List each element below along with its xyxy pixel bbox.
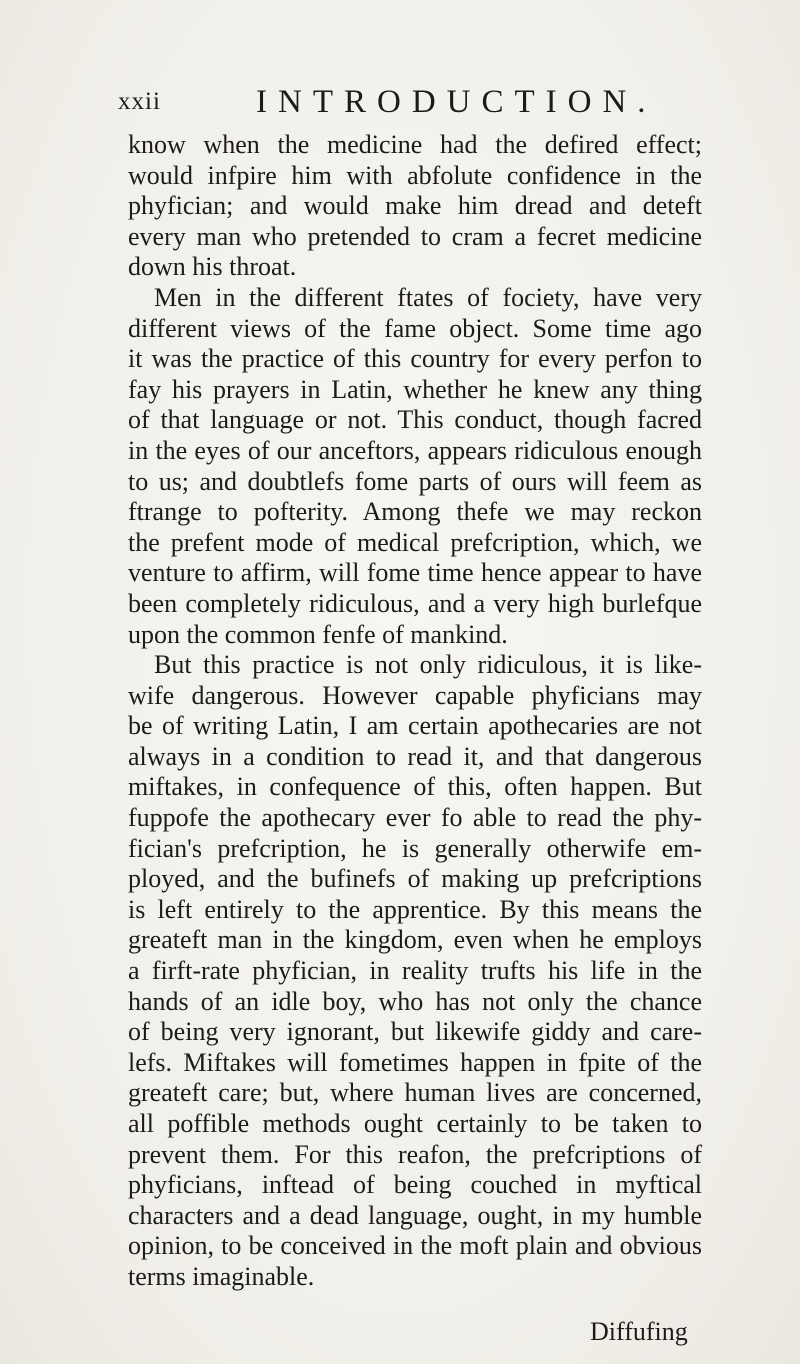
text-line: a firft-rate phyfician, in reality trufts his life in the <box>128 956 702 986</box>
running-title: INTRODUCTION. <box>256 84 657 120</box>
text-line: terms imaginable. <box>128 1261 315 1291</box>
text-line: Men in the different ftates of fociety, have very <box>154 282 702 312</box>
text-line: all poffible methods ought certainly to be taken to <box>128 1109 702 1138</box>
text-line: wife dangerous. However capable phyficians may <box>128 680 702 710</box>
paragraph <box>128 130 702 283</box>
page-header <box>118 84 718 124</box>
text-line: prevent them. For this reafon, the prefcriptions of <box>128 1139 702 1169</box>
text-line: to us; and doubtlefs fome parts of ours will feem as <box>128 466 702 496</box>
text-line: always in a condition to read it, and that dangerous <box>128 741 702 771</box>
text-line: been completely ridiculous, and a very high burlefque <box>128 588 702 618</box>
text-line: characters and a dead language, ought, in my humble <box>128 1200 702 1230</box>
text-line: greateft man in the kingdom, even when he employs <box>128 925 702 955</box>
text-line: different views of the fame object. Some time ago <box>128 313 702 343</box>
text-line: know when the medicine had the defired effect; <box>128 130 702 159</box>
text-line: lefs. Miftakes will fometimes happen in fpite of the <box>128 1047 702 1077</box>
text-line: ployed, and the bufinefs of making up prefcriptions <box>128 864 702 894</box>
text-line: But this practice is not only ridiculous, it is like- <box>154 650 702 680</box>
text-line: venture to affirm, will fome time hence appear to have <box>128 558 702 588</box>
catchword: Diffufing <box>590 1317 688 1346</box>
text-line: it was the practice of this country for every perfon to <box>128 344 702 374</box>
text-line: fuppofe the apothecary ever fo able to read the phy- <box>128 803 702 833</box>
paragraph <box>128 283 702 650</box>
body-text <box>128 130 702 1293</box>
text-line: phyficians, inftead of being couched in myftical <box>128 1170 702 1200</box>
text-line: fay his prayers in Latin, whether he knew any thing <box>128 374 702 404</box>
text-line: miftakes, in confequence of this, often happen. But <box>128 772 702 802</box>
text-line: phyfician; and would make him dread and deteft <box>128 191 702 221</box>
text-line: would infpire him with abfolute confidence in the <box>128 160 702 190</box>
text-line: the prefent mode of medical prefcription, which, we <box>128 527 702 557</box>
text-line: every man who pretended to cram a fecret medicine <box>128 221 702 251</box>
page-number: xxii <box>118 88 161 115</box>
text-line: opinion, to be conceived in the moft plain and obvious <box>128 1231 702 1261</box>
text-line: down his throat. <box>128 252 297 282</box>
text-line: in the eyes of our anceftors, appears ridiculous enough <box>128 435 702 465</box>
text-line: greateft care; but, where human lives are concerned, <box>128 1078 702 1108</box>
text-line: of being very ignorant, but likewife giddy and care- <box>128 1017 702 1047</box>
text-line: ftrange to pofterity. Among thefe we may reckon <box>128 497 702 527</box>
paragraph <box>128 650 702 1292</box>
text-line: hands of an idle boy, who has not only the chance <box>128 986 702 1016</box>
text-line: be of writing Latin, I am certain apothecaries are not <box>128 711 702 741</box>
text-line: upon the common fenfe of mankind. <box>128 619 508 649</box>
text-line: of that language or not. This conduct, though facred <box>128 405 702 435</box>
text-line: is left entirely to the apprentice. By this means the <box>128 894 702 924</box>
text-line: fician's prefcription, he is generally otherwife em- <box>128 833 702 863</box>
